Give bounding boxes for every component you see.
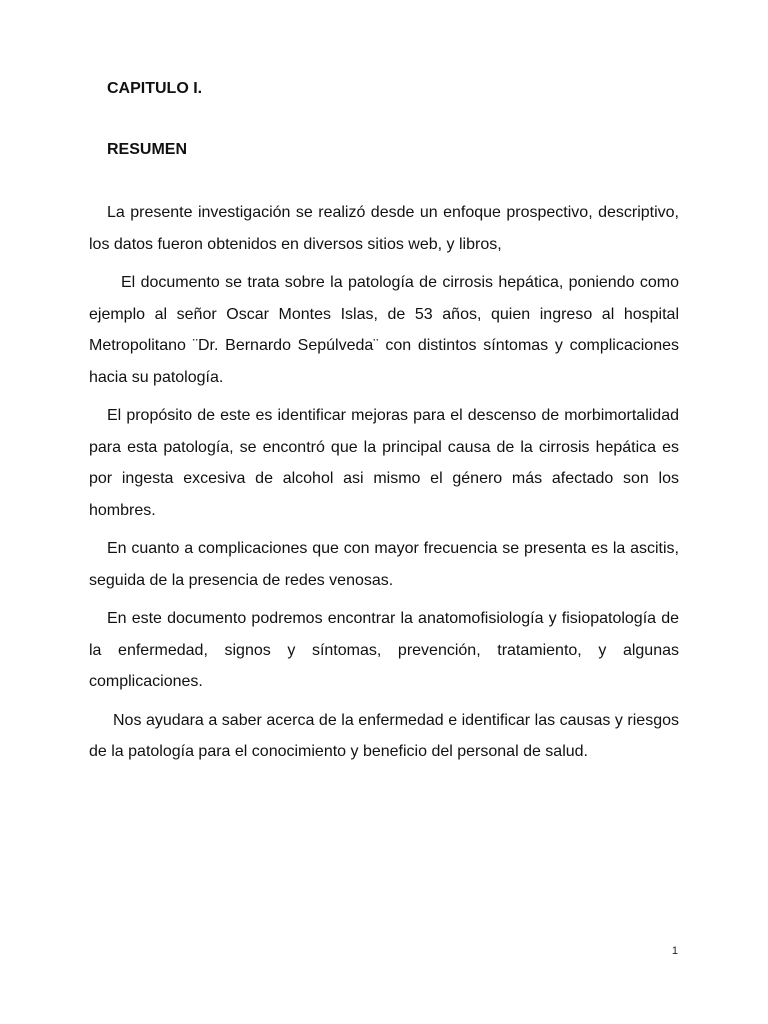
- paragraph-3: El propósito de este es identificar mejoras para el descenso de morbimortalidad para esta patología, se encontró que la principal causa de la cirrosis hepática es por ingesta excesiva de alcohol asi mismo el género más afectado son los hombres.: [89, 407, 679, 519]
- paragraph-1: La presente investigación se realizó desde un enfoque prospectivo, descriptivo, los datos fueron obtenidos en diversos sitios web, y libros,: [89, 204, 679, 253]
- chapter-title: CAPITULO I.: [107, 80, 203, 97]
- paragraph-5: En este documento podremos encontrar la anatomofisiología y fisiopatología de la enfermedad, signos y síntomas, prevención, tratamiento, y algunas complicaciones.: [89, 610, 679, 690]
- paragraph-4: En cuanto a complicaciones que con mayor frecuencia se presenta es la ascitis, seguida de la presencia de redes venosas.: [89, 540, 679, 589]
- page-number: 1: [671, 945, 678, 957]
- abstract-body: [89, 197, 679, 775]
- paragraph-6: Nos ayudara a saber acerca de la enfermedad e identificar las causas y riesgos de la patología para el conocimiento y beneficio del personal de salud.: [89, 711, 679, 760]
- paragraph-2: El documento se trata sobre la patología de cirrosis hepática, poniendo como ejemplo al señor Oscar Montes Islas, de 53 años, quien ingreso al hospital Metropolitano ¨Dr. Bernardo Sepúlveda¨ con distintos síntomas y complicaciones hacia su patología.: [89, 274, 679, 386]
- section-heading: RESUMEN: [107, 141, 188, 158]
